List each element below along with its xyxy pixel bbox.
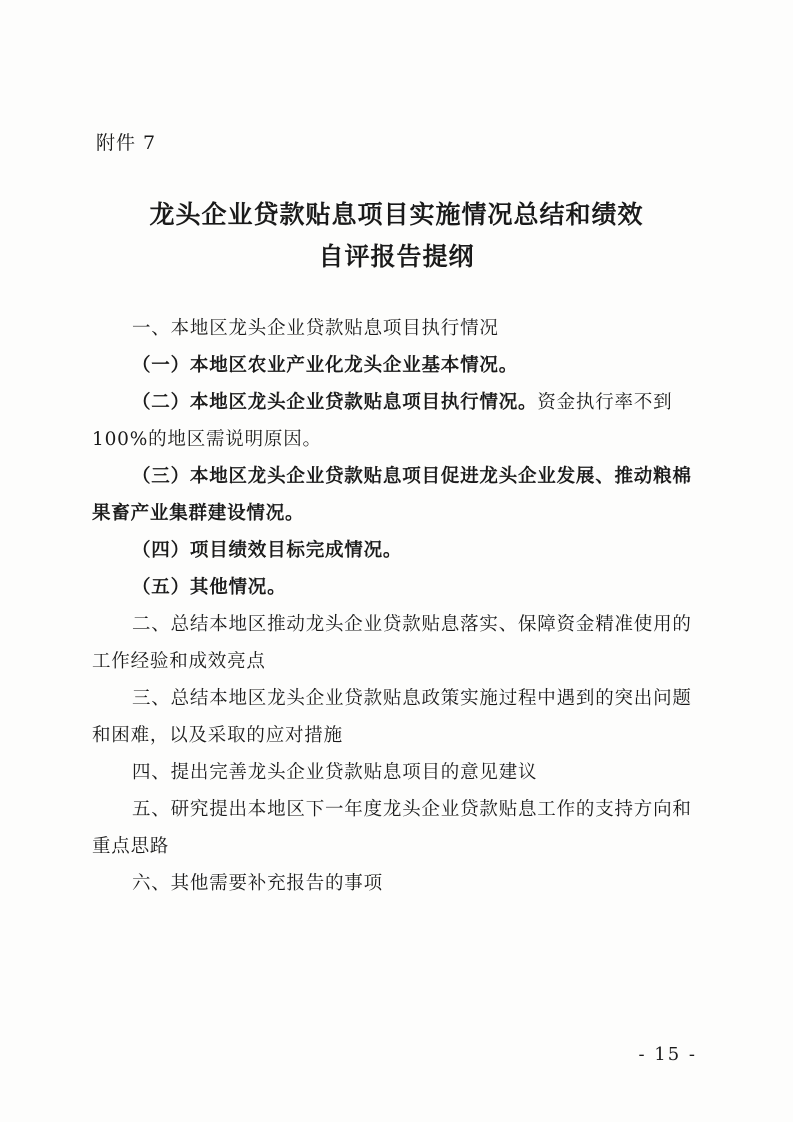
outline-sub-1: （一）本地区农业产业化龙头企业基本情况。 — [132, 355, 519, 376]
outline-sub-5: （五）其他情况。 — [132, 577, 287, 598]
outline-sub-2 — [92, 384, 704, 458]
document-title — [80, 194, 713, 278]
outline-item-6: 六、其他需要补充报告的事项 — [132, 873, 383, 894]
outline-item-1: 一、本地区龙头企业贷款贴息项目执行情况 — [132, 318, 499, 339]
outline-item-3: 三、总结本地区龙头企业贷款贴息政策实施过程中遇到的突出问题和困难，以及采取的应对措施 — [92, 688, 692, 746]
outline-item-4: 四、提出完善龙头企业贷款贴息项目的意见建议 — [132, 762, 538, 783]
attachment-label: 附件 7 — [96, 132, 157, 154]
title-line-2: 自评报告提纲 — [318, 242, 475, 271]
outline-item-5: 五、研究提出本地区下一年度龙头企业贷款贴息工作的支持方向和重点思路 — [92, 799, 692, 857]
page-number: - 15 - — [638, 1044, 697, 1065]
outline-body — [92, 310, 704, 902]
outline-item-2: 二、总结本地区推动龙头企业贷款贴息落实、保障资金精准使用的工作经验和成效亮点 — [92, 614, 692, 672]
outline-sub-2-heading: （二）本地区龙头企业贷款贴息项目执行情况。 — [132, 392, 538, 413]
title-line-1: 龙头企业贷款贴息项目实施情况总结和绩效 — [149, 200, 644, 229]
outline-sub-3: （三）本地区龙头企业贷款贴息项目促进龙头企业发展、推动粮棉果畜产业集群建设情况。 — [92, 466, 692, 524]
outline-sub-2-note: 资金执行率不到 100%的地区需说明原因。 — [92, 392, 673, 450]
outline-sub-4: （四）项目绩效目标完成情况。 — [132, 540, 403, 561]
